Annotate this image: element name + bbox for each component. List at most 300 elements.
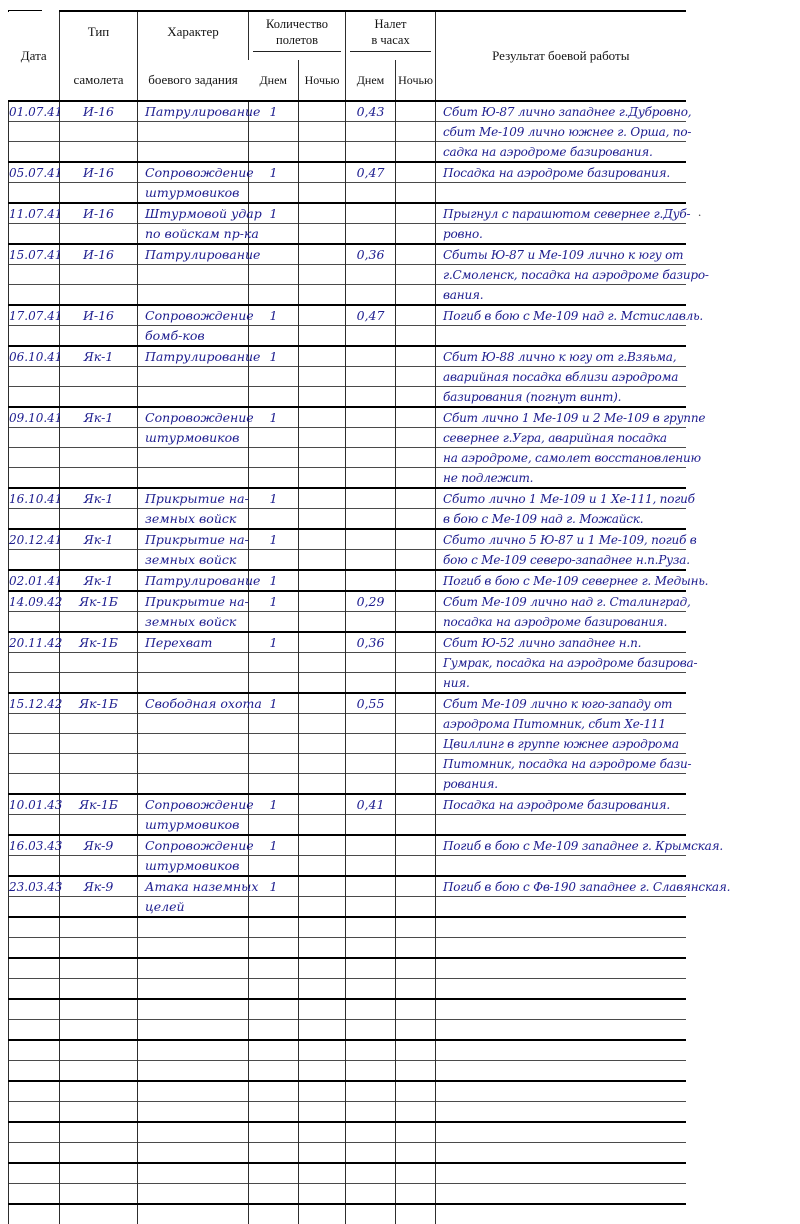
- cell-date: [9, 897, 60, 918]
- cell-mission: целей: [138, 897, 249, 918]
- cell-result: в бою с Ме-109 над г. Можайск.: [436, 509, 686, 530]
- cell-hours-day: 0,29: [346, 591, 396, 612]
- cell-hours-day: [346, 835, 396, 856]
- cell-hours-day: [346, 428, 396, 448]
- cell-mission: [138, 285, 249, 306]
- cell-hours-day: [346, 407, 396, 428]
- cell-mission: Сопровождение: [138, 794, 249, 815]
- cell-result: [436, 1102, 686, 1123]
- cell-flights-night: [299, 591, 346, 612]
- cell-hours-day: [346, 285, 396, 306]
- cell-flights-day: [249, 387, 299, 408]
- cell-aircraft-type: [60, 428, 138, 448]
- header-result: [436, 11, 686, 101]
- cell-aircraft-type: [60, 122, 138, 142]
- cell-flights-night: [299, 1204, 346, 1224]
- cell-hours-night: [396, 1163, 436, 1184]
- cell-hours-night: [396, 714, 436, 734]
- header-type-line2: самолета: [73, 72, 124, 87]
- cell-flights-night: [299, 917, 346, 938]
- cell-hours-night: [396, 326, 436, 347]
- cell-hours-night: [396, 835, 436, 856]
- cell-hours-night: [396, 1184, 436, 1205]
- cell-mission: [138, 1061, 249, 1082]
- entry-subrow: [9, 183, 686, 204]
- entry-row: [9, 162, 686, 183]
- cell-aircraft-type: [60, 1102, 138, 1123]
- cell-flights-day: 1: [249, 632, 299, 653]
- cell-hours-day: [346, 1184, 396, 1205]
- cell-hours-day: [346, 754, 396, 774]
- entry-subrow: [9, 509, 686, 530]
- cell-aircraft-type: [60, 1040, 138, 1061]
- cell-date: 14.09.42: [9, 591, 60, 612]
- cell-mission: [138, 1163, 249, 1184]
- cell-date: [9, 754, 60, 774]
- empty-row: [9, 999, 686, 1020]
- cell-hours-day: [346, 346, 396, 367]
- cell-hours-day: [346, 774, 396, 795]
- entry-row: [9, 835, 686, 856]
- cell-aircraft-type: [60, 224, 138, 245]
- cell-result: Погиб в бою с Ме-109 западнее г. Крымская.: [436, 835, 686, 856]
- cell-date: [9, 774, 60, 795]
- cell-hours-night: [396, 183, 436, 204]
- entry-subrow: [9, 265, 686, 285]
- cell-result: [436, 1204, 686, 1224]
- cell-date: 09.10.41: [9, 407, 60, 428]
- cell-flights-day: [249, 367, 299, 387]
- header-flights-day: Днем: [249, 60, 299, 101]
- cell-hours-day: 0,47: [346, 305, 396, 326]
- cell-mission: Патрулирование: [138, 570, 249, 591]
- cell-hours-day: [346, 1081, 396, 1102]
- cell-result: аварийная посадка вблизи аэродрома: [436, 367, 686, 387]
- cell-result: садка на аэродроме базирования.: [436, 142, 686, 163]
- cell-result: Посадка на аэродроме базирования.: [436, 162, 686, 183]
- cell-aircraft-type: [60, 917, 138, 938]
- cell-date: [9, 734, 60, 754]
- cell-flights-night: [299, 346, 346, 367]
- cell-mission: [138, 142, 249, 163]
- cell-aircraft-type: Як-1: [60, 346, 138, 367]
- cell-flights-night: [299, 856, 346, 877]
- entry-row: [9, 346, 686, 367]
- cell-result: [436, 815, 686, 836]
- cell-result: [436, 1061, 686, 1082]
- cell-aircraft-type: [60, 999, 138, 1020]
- cell-aircraft-type: [60, 142, 138, 163]
- cell-hours-day: 0,41: [346, 794, 396, 815]
- cell-flights-night: [299, 468, 346, 489]
- empty-row: [9, 1040, 686, 1061]
- cell-hours-day: [346, 122, 396, 142]
- cell-mission: бомб-ков: [138, 326, 249, 347]
- cell-hours-day: [346, 897, 396, 918]
- cell-hours-night: [396, 367, 436, 387]
- cell-hours-night: [396, 570, 436, 591]
- cell-hours-day: [346, 509, 396, 530]
- header-hours-group: [346, 11, 436, 60]
- cell-date: [9, 1204, 60, 1224]
- cell-hours-day: 0,55: [346, 693, 396, 714]
- cell-flights-day: [249, 734, 299, 754]
- table-header: [9, 11, 686, 101]
- cell-aircraft-type: Як-1: [60, 407, 138, 428]
- cell-flights-night: [299, 509, 346, 530]
- cell-date: [9, 1184, 60, 1205]
- empty-row: [9, 1020, 686, 1041]
- cell-flights-day: [249, 326, 299, 347]
- cell-date: [9, 1061, 60, 1082]
- cell-flights-night: [299, 999, 346, 1020]
- cell-aircraft-type: [60, 265, 138, 285]
- cell-flights-day: [249, 815, 299, 836]
- cell-date: 05.07.41: [9, 162, 60, 183]
- cell-date: 02.01.41: [9, 570, 60, 591]
- cell-mission: [138, 774, 249, 795]
- cell-hours-day: [346, 387, 396, 408]
- cell-date: [9, 917, 60, 938]
- cell-result: ровно.: [436, 224, 686, 245]
- cell-date: [9, 367, 60, 387]
- cell-aircraft-type: И-16: [60, 244, 138, 265]
- cell-aircraft-type: Як-1Б: [60, 632, 138, 653]
- cell-hours-night: [396, 774, 436, 795]
- cell-result: [436, 1040, 686, 1061]
- cell-result: [436, 1081, 686, 1102]
- cell-hours-day: [346, 203, 396, 224]
- entry-subrow: [9, 897, 686, 918]
- cell-flights-night: [299, 101, 346, 122]
- cell-hours-day: [346, 488, 396, 509]
- cell-result: г.Смоленск, посадка на аэродроме базиро-: [436, 265, 686, 285]
- cell-mission: Патрулирование: [138, 101, 249, 122]
- cell-mission: земных войск: [138, 612, 249, 633]
- cell-flights-night: [299, 653, 346, 673]
- cell-hours-night: [396, 468, 436, 489]
- cell-result: Посадка на аэродроме базирования.: [436, 794, 686, 815]
- cell-hours-night: [396, 1040, 436, 1061]
- cell-date: 17.07.41: [9, 305, 60, 326]
- cell-mission: Свободная охота: [138, 693, 249, 714]
- cell-flights-day: [249, 774, 299, 795]
- cell-flights-night: [299, 428, 346, 448]
- cell-flights-night: [299, 387, 346, 408]
- cell-flights-night: [299, 1163, 346, 1184]
- stray-ink-mark: .: [698, 204, 702, 219]
- cell-hours-night: [396, 979, 436, 1000]
- cell-flights-day: 1: [249, 407, 299, 428]
- cell-result: Сбит Ме-109 лично над г. Сталинград,: [436, 591, 686, 612]
- cell-flights-day: [249, 958, 299, 979]
- cell-date: [9, 979, 60, 1000]
- empty-row: [9, 1143, 686, 1164]
- cell-flights-day: [249, 1204, 299, 1224]
- cell-hours-night: [396, 591, 436, 612]
- cell-mission: Сопровождение: [138, 305, 249, 326]
- entry-subrow: [9, 734, 686, 754]
- cell-hours-night: [396, 897, 436, 918]
- cell-mission: Перехват: [138, 632, 249, 653]
- cell-flights-night: [299, 1102, 346, 1123]
- cell-hours-night: [396, 142, 436, 163]
- cell-aircraft-type: [60, 1184, 138, 1205]
- cell-flights-night: [299, 632, 346, 653]
- cell-hours-day: [346, 448, 396, 468]
- cell-aircraft-type: [60, 734, 138, 754]
- cell-result: сбит Ме-109 лично южнее г. Орша, по-: [436, 122, 686, 142]
- cell-aircraft-type: Як-1Б: [60, 591, 138, 612]
- cell-hours-day: [346, 856, 396, 877]
- cell-result: Сбито лично 5 Ю-87 и 1 Ме-109, погиб в: [436, 529, 686, 550]
- cell-hours-day: [346, 876, 396, 897]
- empty-row: [9, 1204, 686, 1224]
- cell-hours-night: [396, 1020, 436, 1041]
- cell-flights-night: [299, 794, 346, 815]
- cell-date: [9, 958, 60, 979]
- cell-hours-day: [346, 570, 396, 591]
- header-mission: [138, 11, 249, 101]
- cell-hours-day: [346, 183, 396, 204]
- cell-hours-night: [396, 958, 436, 979]
- cell-flights-day: [249, 856, 299, 877]
- cell-mission: [138, 1143, 249, 1164]
- cell-aircraft-type: И-16: [60, 162, 138, 183]
- header-type-line1: Тип: [87, 24, 110, 39]
- cell-result: Цвиллинг в группе южнее аэродрома: [436, 734, 686, 754]
- cell-hours-night: [396, 488, 436, 509]
- cell-aircraft-type: [60, 1204, 138, 1224]
- cell-flights-day: [249, 999, 299, 1020]
- cell-hours-day: [346, 1102, 396, 1123]
- cell-date: [9, 387, 60, 408]
- cell-hours-night: [396, 1102, 436, 1123]
- cell-hours-day: [346, 529, 396, 550]
- cell-result: Сбит Ме-109 лично к юго-западу от: [436, 693, 686, 714]
- cell-hours-day: [346, 958, 396, 979]
- entry-row: [9, 407, 686, 428]
- cell-hours-night: [396, 244, 436, 265]
- cell-flights-day: 1: [249, 529, 299, 550]
- cell-hours-night: [396, 224, 436, 245]
- cell-date: 06.10.41: [9, 346, 60, 367]
- cell-aircraft-type: [60, 774, 138, 795]
- cell-aircraft-type: И-16: [60, 305, 138, 326]
- cell-result: Прыгнул с парашютом севернее г.Дуб-: [436, 203, 686, 224]
- cell-hours-night: [396, 550, 436, 571]
- cell-hours-night: [396, 999, 436, 1020]
- cell-flights-day: 1: [249, 101, 299, 122]
- cell-flights-day: [249, 897, 299, 918]
- cell-flights-day: [249, 714, 299, 734]
- entry-row: [9, 101, 686, 122]
- cell-aircraft-type: [60, 448, 138, 468]
- cell-hours-day: [346, 224, 396, 245]
- cell-aircraft-type: И-16: [60, 101, 138, 122]
- cell-flights-night: [299, 529, 346, 550]
- cell-hours-night: [396, 387, 436, 408]
- cell-mission: Патрулирование: [138, 346, 249, 367]
- cell-hours-night: [396, 346, 436, 367]
- cell-mission: [138, 999, 249, 1020]
- cell-hours-day: [346, 734, 396, 754]
- cell-hours-night: [396, 448, 436, 468]
- cell-hours-day: [346, 815, 396, 836]
- cell-date: [9, 999, 60, 1020]
- cell-flights-day: 1: [249, 346, 299, 367]
- cell-flights-day: [249, 550, 299, 571]
- cell-hours-night: [396, 632, 436, 653]
- cell-hours-night: [396, 876, 436, 897]
- header-hours-line2: в часах: [371, 33, 410, 47]
- cell-aircraft-type: [60, 326, 138, 347]
- header-flights-line1: Количество: [266, 17, 328, 31]
- cell-flights-night: [299, 958, 346, 979]
- cell-flights-night: [299, 244, 346, 265]
- cell-hours-day: [346, 142, 396, 163]
- cell-date: [9, 653, 60, 673]
- header-date: [9, 11, 60, 101]
- cell-hours-night: [396, 794, 436, 815]
- cell-hours-day: [346, 326, 396, 347]
- cell-flights-day: [249, 509, 299, 530]
- entry-subrow: [9, 122, 686, 142]
- cell-flights-night: [299, 407, 346, 428]
- cell-date: 10.01.43: [9, 794, 60, 815]
- cell-result: [436, 1020, 686, 1041]
- cell-mission: [138, 1184, 249, 1205]
- entry-subrow: [9, 774, 686, 795]
- cell-flights-night: [299, 734, 346, 754]
- entry-subrow: [9, 714, 686, 734]
- cell-aircraft-type: [60, 612, 138, 633]
- cell-aircraft-type: [60, 1163, 138, 1184]
- cell-hours-night: [396, 754, 436, 774]
- empty-row: [9, 1122, 686, 1143]
- cell-result: [436, 1143, 686, 1164]
- cell-flights-day: 1: [249, 570, 299, 591]
- cell-aircraft-type: [60, 897, 138, 918]
- cell-mission: [138, 1204, 249, 1224]
- cell-mission: [138, 1020, 249, 1041]
- cell-result: ния.: [436, 673, 686, 694]
- entry-subrow: [9, 428, 686, 448]
- cell-hours-day: [346, 1163, 396, 1184]
- cell-hours-day: 0,47: [346, 162, 396, 183]
- entry-row: [9, 203, 686, 224]
- entry-subrow: [9, 856, 686, 877]
- cell-hours-day: [346, 999, 396, 1020]
- cell-hours-night: [396, 1143, 436, 1164]
- cell-aircraft-type: [60, 815, 138, 836]
- cell-aircraft-type: Як-1Б: [60, 693, 138, 714]
- cell-date: [9, 1143, 60, 1164]
- cell-hours-night: [396, 938, 436, 959]
- cell-flights-day: [249, 285, 299, 306]
- cell-hours-night: [396, 529, 436, 550]
- header-result-label: Результат боевой работы: [492, 48, 630, 63]
- cell-flights-day: [249, 122, 299, 142]
- entry-subrow: [9, 326, 686, 347]
- cell-mission: [138, 1040, 249, 1061]
- empty-row: [9, 1184, 686, 1205]
- cell-aircraft-type: Як-1: [60, 488, 138, 509]
- cell-date: [9, 612, 60, 633]
- entry-row: [9, 591, 686, 612]
- cell-aircraft-type: [60, 754, 138, 774]
- cell-result: [436, 1163, 686, 1184]
- cell-hours-day: [346, 1020, 396, 1041]
- header-mission-line2: боевого задания: [148, 72, 238, 87]
- cell-flights-day: [249, 1163, 299, 1184]
- entry-subrow: [9, 448, 686, 468]
- cell-hours-night: [396, 1122, 436, 1143]
- header-flights-night: Ночью: [299, 60, 346, 101]
- cell-flights-night: [299, 979, 346, 1000]
- cell-aircraft-type: [60, 387, 138, 408]
- cell-hours-night: [396, 693, 436, 714]
- cell-date: [9, 673, 60, 694]
- cell-mission: [138, 734, 249, 754]
- cell-hours-night: [396, 162, 436, 183]
- cell-date: 01.07.41: [9, 101, 60, 122]
- cell-mission: [138, 958, 249, 979]
- cell-flights-night: [299, 203, 346, 224]
- cell-result: на аэродроме, самолет восстановлению: [436, 448, 686, 468]
- entry-row: [9, 693, 686, 714]
- cell-hours-night: [396, 122, 436, 142]
- cell-hours-day: [346, 979, 396, 1000]
- cell-aircraft-type: И-16: [60, 203, 138, 224]
- header-hours-night: Ночью: [396, 60, 436, 101]
- cell-aircraft-type: [60, 1081, 138, 1102]
- cell-flights-night: [299, 1184, 346, 1205]
- cell-flights-night: [299, 673, 346, 694]
- cell-flights-night: [299, 897, 346, 918]
- cell-date: [9, 815, 60, 836]
- header-hours-day: Днем: [346, 60, 396, 101]
- cell-date: 23.03.43: [9, 876, 60, 897]
- cell-hours-night: [396, 101, 436, 122]
- cell-hours-day: [346, 714, 396, 734]
- cell-hours-night: [396, 428, 436, 448]
- cell-result: [436, 917, 686, 938]
- cell-mission: Штурмовой удар: [138, 203, 249, 224]
- entry-row: [9, 305, 686, 326]
- cell-flights-day: 1: [249, 794, 299, 815]
- cell-mission: по войскам пр-ка: [138, 224, 249, 245]
- entry-subrow: [9, 815, 686, 836]
- entry-subrow: [9, 285, 686, 306]
- cell-aircraft-type: [60, 1020, 138, 1041]
- cell-result: Погиб в бою с Ме-109 севернее г. Медынь.: [436, 570, 686, 591]
- cell-mission: [138, 1102, 249, 1123]
- cell-flights-day: [249, 183, 299, 204]
- cell-aircraft-type: Як-9: [60, 835, 138, 856]
- empty-row: [9, 979, 686, 1000]
- cell-flights-day: 1: [249, 591, 299, 612]
- cell-date: [9, 550, 60, 571]
- cell-hours-day: [346, 1143, 396, 1164]
- cell-date: [9, 326, 60, 347]
- empty-row: [9, 1081, 686, 1102]
- cell-mission: штурмовиков: [138, 856, 249, 877]
- cell-result: посадка на аэродроме базирования.: [436, 612, 686, 633]
- cell-flights-night: [299, 938, 346, 959]
- cell-flights-day: [249, 653, 299, 673]
- cell-hours-day: 0,36: [346, 632, 396, 653]
